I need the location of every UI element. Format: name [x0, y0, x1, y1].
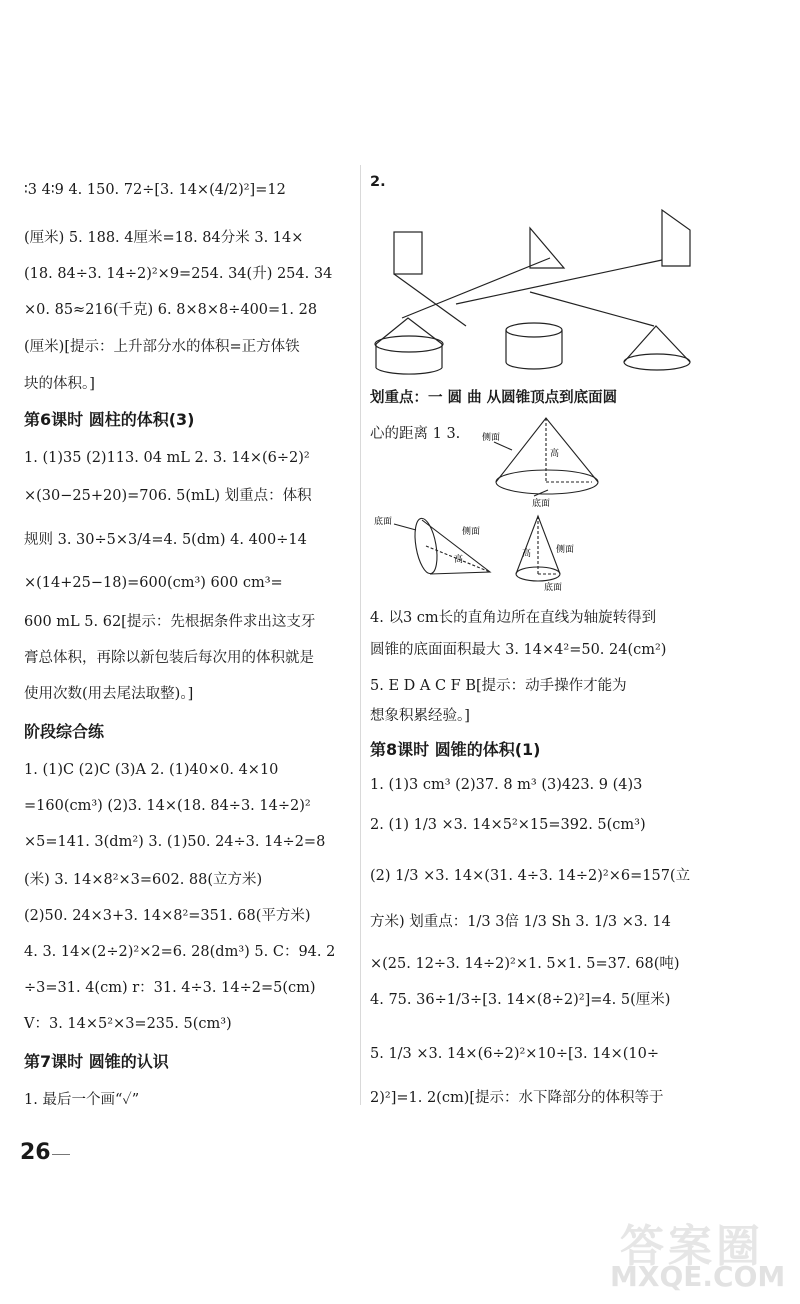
text-line: ×0. 85≈216(千克) 6. 8×8×8÷400=1. 28: [24, 302, 318, 318]
frustum-cone-shape: [375, 318, 443, 374]
key-points-line: 划重点：一 圆 曲 从圆锥顶点到底面圆: [370, 390, 618, 406]
cone-labeled-diagram: [482, 412, 622, 508]
cylinder-shape: [506, 323, 562, 369]
side-face-label: 侧面: [556, 545, 575, 555]
section-heading: 第6课时 圆柱的体积(3): [24, 410, 195, 429]
text-line: 1. 最后一个画“✓”: [24, 1092, 140, 1108]
column-divider: [360, 165, 361, 1105]
text-line: =160(cm³) (2)3. 14×(18. 84÷3. 14÷2)²: [24, 798, 311, 814]
height-label: 高: [550, 449, 560, 459]
text-line: 5. E D A C F B[提示：动手操作才能为: [370, 678, 627, 694]
text-line: ×(25. 12÷3. 14÷2)²×1. 5×1. 5=37. 68(吨): [370, 956, 680, 972]
text-line: 心的距离 1 3.: [370, 426, 461, 442]
text-line: 2. (1) 1/3 ×3. 14×5²×15=392. 5(cm³): [370, 817, 646, 833]
page-number: 26: [20, 1140, 51, 1165]
text-line: 1. (1)C (2)C (3)A 2. (1)40×0. 4×10: [24, 762, 279, 778]
text-line: ÷3=31. 4(cm) r：31. 4÷3. 14÷2=5(cm): [24, 980, 316, 996]
text-line: ×5=141. 3(dm²) 3. (1)50. 24÷3. 14÷2=8: [24, 834, 326, 850]
text-line: 方米) 划重点：1/3 3倍 1/3 Sh 3. 1/3 ×3. 14: [370, 914, 671, 930]
text-line: (2) 1/3 ×3. 14×(31. 4÷3. 14÷2)²×6=157(立: [370, 868, 691, 884]
text-line: 1. (1)3 cm³ (2)37. 8 m³ (3)423. 9 (4)3: [370, 777, 643, 793]
text-line: [370, 388, 617, 408]
watermark-url: MXQE.COM: [610, 1260, 786, 1293]
text-line: 圆锥的底面面积最大 3. 14×4²=50. 24(cm²): [370, 642, 667, 658]
watermark: [610, 1210, 790, 1293]
text-line: 想象积累经验。]: [370, 708, 470, 724]
cone-pair-diagram: [370, 512, 610, 592]
section-heading: 第8课时 圆锥的体积(1): [370, 740, 541, 759]
text-line: (18. 84÷3. 14÷2)²×9=254. 34(升) 254. 34: [24, 266, 333, 282]
height-label: 高: [454, 555, 464, 565]
page-number-rule: [52, 1154, 70, 1155]
bottom-face-label: 底面: [544, 583, 563, 592]
cone-shape: [624, 326, 690, 370]
right-triangle-shape: [530, 228, 564, 268]
bottom-face-label: 底面: [532, 499, 551, 508]
side-face-label: 侧面: [462, 527, 481, 537]
text-line: 4. 75. 36÷1/3÷[3. 14×(8÷2)²]=4. 5(厘米): [370, 992, 671, 1008]
text-line: (厘米) 5. 188. 4厘米=18. 84分米 3. 14×: [24, 230, 304, 246]
watermark-logo: 答案圈: [620, 1221, 764, 1272]
matching-diagram: [370, 200, 700, 380]
text-line: 规则 3. 30÷5×3/4=4. 5(dm) 4. 400÷14: [24, 532, 307, 548]
question-number: 2.: [370, 174, 386, 190]
text-line: 膏总体积，再除以新包装后每次用的体积就是: [24, 650, 314, 666]
text-line: 2)²]=1. 2(cm)[提示：水下降部分的体积等于: [370, 1090, 664, 1106]
section-heading: 阶段综合练: [24, 722, 105, 741]
side-face-label: 侧面: [482, 433, 501, 443]
bottom-face-label: 底面: [374, 517, 393, 527]
text-line: (米) 3. 14×8²×3=602. 88(立方米): [24, 872, 263, 888]
text-line: ×(14+25−18)=600(cm³) 600 cm³=: [24, 575, 283, 591]
text-line: 5. 1/3 ×3. 14×(6÷2)²×10÷[3. 14×(10÷: [370, 1046, 660, 1062]
text-line: V：3. 14×5²×3=235. 5(cm³): [24, 1016, 232, 1032]
text-line: 1. (1)35 (2)113. 04 mL 2. 3. 14×(6÷2)²: [24, 450, 310, 466]
text-line: (厘米)[提示：上升部分水的体积=正方体铁: [24, 339, 300, 355]
right-trapezoid-shape: [662, 210, 690, 266]
rectangle-shape: [394, 232, 422, 274]
section-heading: 第7课时 圆锥的认识: [24, 1052, 169, 1071]
text-line: 使用次数(用去尾法取整)。]: [24, 686, 194, 702]
text-line: 4. 3. 14×(2÷2)²×2=6. 28(dm³) 5. C：94. 2: [24, 944, 336, 960]
text-line: 4. 以3 cm长的直角边所在直线为轴旋转得到: [370, 610, 657, 626]
text-line: ∶3 4∶9 4. 150. 72÷[3. 14×(4/2)²]=12: [24, 182, 286, 198]
text-line: (2)50. 24×3+3. 14×8²=351. 68(平方米): [24, 908, 311, 924]
height-label: 高: [522, 549, 532, 559]
text-line: 600 mL 5. 62[提示：先根据条件求出这支牙: [24, 614, 316, 630]
text-line: ×(30−25+20)=706. 5(mL) 划重点：体积: [24, 488, 312, 504]
text-line: 块的体积。]: [24, 376, 95, 392]
